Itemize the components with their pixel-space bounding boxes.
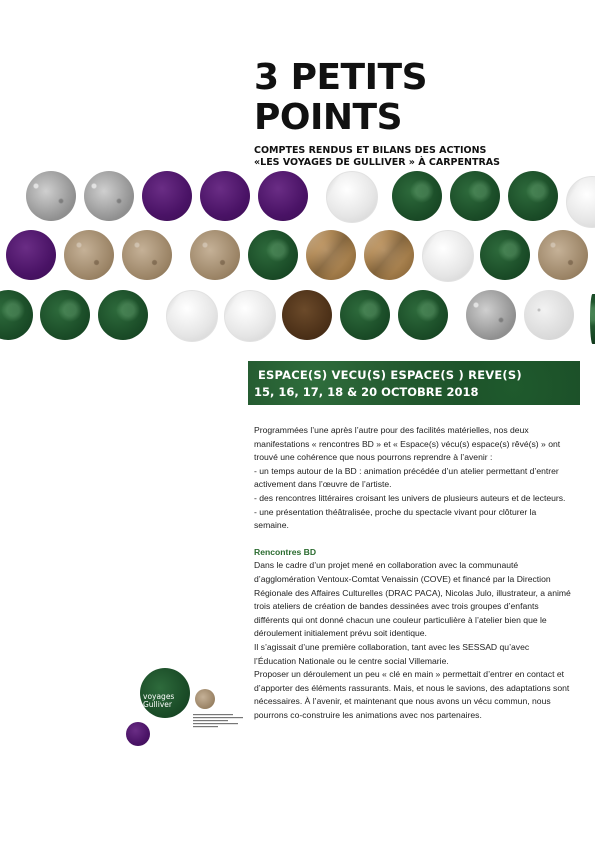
intro-bullet: - des rencontres littéraires croisant les univers de plusieurs auteurs et de lecteurs. (254, 492, 566, 503)
banner-title: ESPACE(S) VECU(S) ESPACE(S ) REVE(S) (258, 368, 522, 382)
intro-paragraph: Programmées l’une après l’autre pour des facilités matérielles, nos deux manifestations « rencontres BD » et « Espace(s) vécu(s) espace(s) rêvé(s) » ont trouvé une cohérence que nous pourrons reprendre à l’avenir : (254, 425, 561, 463)
dot-green (0, 290, 33, 340)
voyages-gulliver-logo (140, 668, 250, 748)
dot-marble (326, 171, 378, 223)
logo-wordmark (143, 693, 174, 709)
dot-green (98, 290, 148, 340)
dot-gray (26, 171, 76, 221)
dot-sand (538, 230, 588, 280)
dot-purple (258, 171, 308, 221)
page-title: 3 PETITS POINTS (254, 57, 427, 138)
logo-tagline-graphic (193, 712, 253, 732)
logo-circle-purple (126, 722, 150, 746)
subtitle-line-2: «LES VOYAGES DE GULLIVER » À CARPENTRAS (254, 157, 500, 168)
section-title: Rencontres BD (254, 546, 317, 557)
section-paragraph: Il s’agissait d’une première collaboration, tant avec les SESSAD qu’avec l’Éducation Nationale ou le centre social Villemarie. (254, 641, 530, 666)
spacer (254, 533, 572, 546)
dot-marble (166, 290, 218, 342)
header (254, 58, 584, 169)
dot-gold (306, 230, 356, 280)
dot-green (398, 290, 448, 340)
dot-brown (282, 290, 332, 340)
dot-gray (466, 290, 516, 340)
dot-gray (84, 171, 134, 221)
logo-line-1: voyages (143, 692, 175, 701)
dot-marble (422, 230, 474, 282)
dot-green (590, 294, 595, 344)
dot-green (248, 230, 298, 280)
dot-purple (200, 171, 250, 221)
dot-gold (364, 230, 414, 280)
dot-green (40, 290, 90, 340)
event-banner (248, 361, 580, 405)
dot-purple (142, 171, 192, 221)
dot-green (392, 171, 442, 221)
logo-circle-sand (195, 689, 215, 709)
page-subtitle (254, 145, 584, 169)
section-paragraph: Dans le cadre d’un projet mené en collaboration avec la communauté d’agglomération Ventoux-Comtat Venaissin (COVE) et financé par la Direction Régionale des Affaires Culturelles (DRAC PACA), Nicolas Julo, illustrateur, a animé trois ateliers de création de bandes dessinées avec trois groupes d’enfants différents qui ont donné chacun une couleur particulière à l’atelier bien que le déroulement initialement prévu soit identique. (254, 560, 571, 639)
dot-green (480, 230, 530, 280)
article-body (254, 424, 572, 722)
section-paragraph: Proposer un déroulement un peu « clé en main » permettait d’entrer en contact et d’apporter des éléments rassurants. Mais, et nous le savions, des adaptations sont nécessaires. À l’avenir, et maintenant que nous avons un vécu commun, nous pourrons co-construire les animations avec nos partenaires. (254, 669, 570, 720)
dot-green (508, 171, 558, 221)
logo-line-2: Gulliver (143, 700, 172, 709)
dot-speck (524, 290, 574, 340)
intro-bullet: - une présentation théâtralisée, proche du spectacle vivant pour clôturer la semaine. (254, 506, 537, 531)
dot-purple (6, 230, 56, 280)
banner-dates: 15, 16, 17, 18 & 20 OCTOBRE 2018 (254, 385, 479, 399)
dot-sand (190, 230, 240, 280)
dot-sand (122, 230, 172, 280)
dot-marble (224, 290, 276, 342)
dot-green (450, 171, 500, 221)
intro-bullet: - un temps autour de la BD : animation précédée d’un atelier permettant d’entrer activement dans l’œuvre de l’artiste. (254, 465, 559, 490)
subtitle-line-1: COMPTES RENDUS ET BILANS DES ACTIONS (254, 145, 487, 156)
dot-marble (566, 176, 595, 228)
dot-sand (64, 230, 114, 280)
dot-green (340, 290, 390, 340)
